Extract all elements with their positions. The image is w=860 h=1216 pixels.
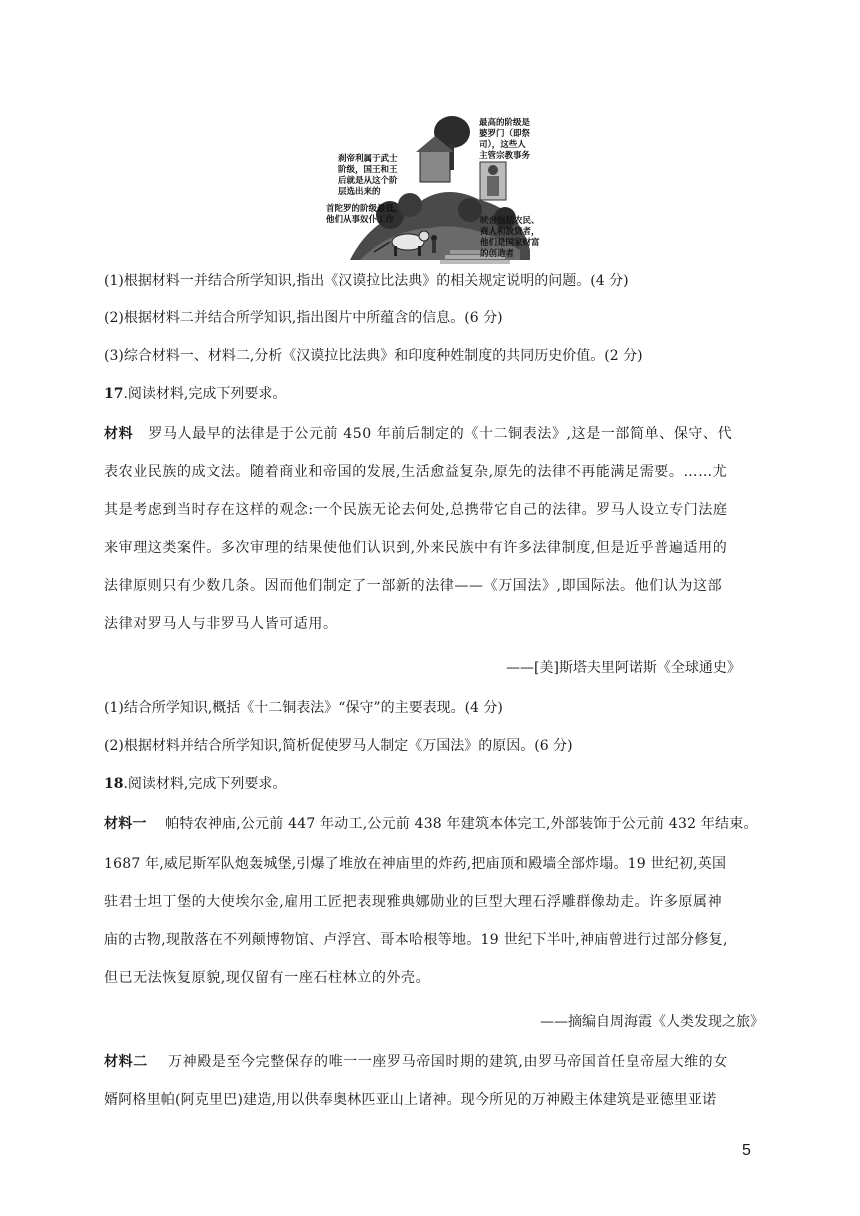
q17-material-line-3: 其是考虑到当时存在这样的观念:一个民族无论去何处,总携带它自己的法律。罗马人设立专门法庭 — [104, 502, 728, 518]
q18-source1: ——摘编自周海霞《人类发现之旅》 — [540, 1014, 764, 1030]
q18-material2-label: 材料二 — [104, 1054, 148, 1070]
q17-material-line-1 — [104, 424, 732, 444]
q16-sub2: (2)根据材料二并结合所学知识,指出图片中所蕴含的信息。(6 分) — [104, 310, 503, 326]
q17-sub2: (2)根据材料并结合所学知识,简析促使罗马人制定《万国法》的原因。(6 分) — [104, 738, 573, 754]
q18-number: 18 — [104, 776, 124, 792]
q17-source: ——[美]斯塔夫里阿诺斯《全球通史》 — [506, 660, 741, 676]
q18-material2-line-1 — [104, 1052, 728, 1072]
q17-material-line-5: 法律原则只有少数几条。因而他们制定了一部新的法律——《万国法》,即国际法。他们认为这部 — [104, 578, 723, 594]
q18-material2-text-1: 万神殿是至今完整保存的唯一一座罗马帝国时期的建筑,由罗马帝国首任皇帝屋大维的女 — [168, 1054, 728, 1070]
q18-material1-text-1: 帕特农神庙,公元前 447 年动工,公元前 438 年建筑本体完工,外部装饰于公元前 432 年结束。 — [165, 816, 758, 832]
q17-material-line-6: 法律对罗马人与非罗马人皆可适用。 — [104, 616, 338, 632]
q16-sub3: (3)综合材料一、材料二,分析《汉谟拉比法典》和印度种姓制度的共同历史价值。(2 分) — [104, 348, 643, 364]
brahmin-label: 最高的阶级是 婆罗门（即祭 司），这些人 主管宗教事务 — [479, 118, 531, 161]
q18-material1-line-4: 庙的古物,现散落在不列颠博物馆、卢浮宫、哥本哈根等地。19 世纪下半叶,神庙曾进行过部分修复, — [104, 932, 728, 948]
q18-stem — [104, 774, 286, 794]
q17-stem-text: .阅读材料,完成下列要求。 — [123, 386, 287, 402]
q17-material-line-4: 来审理这类案件。多次审理的结果使他们认识到,外来民族中有许多法律制度,但是近乎普遍适用的 — [104, 540, 728, 556]
q17-number: 17 — [104, 386, 124, 402]
vaishya-label: 吠舍包括农民、 商人和放贷者， 他们是国家财富 的创造者 — [480, 216, 540, 259]
q16-sub1: (1)根据材料一并结合所学知识,指出《汉谟拉比法典》的相关规定说明的问题。(4 分) — [104, 273, 629, 289]
caste-illustration — [326, 110, 550, 280]
kshatriya-label: 刹帝利属于武士 阶级，国王和王 后就是从这个阶 层选出来的 — [338, 154, 398, 197]
q17-material-text-1: 罗马人最早的法律是于公元前 450 年前后制定的《十二铜表法》,这是一部简单、保守、代 — [148, 426, 733, 442]
q18-material1-line-3: 驻君士坦丁堡的大使埃尔金,雇用工匠把表现雅典娜勋业的巨型大理石浮雕群像劫走。许多原属神 — [104, 894, 723, 910]
q18-material1-label: 材料一 — [104, 816, 147, 832]
q18-material2-line-2: 婿阿格里帕(阿克里巴)建造,用以供奉奥林匹亚山上诸神。现今所见的万神殿主体建筑是亚德里亚诺 — [104, 1092, 717, 1108]
q17-stem — [104, 384, 286, 404]
q18-stem-text: .阅读材料,完成下列要求。 — [123, 776, 287, 792]
q17-material-line-2: 表农业民族的成文法。随着商业和帝国的发展,生活愈益复杂,原先的法律不再能满足需要。……尤 — [104, 464, 728, 480]
shudra-label: 首陀罗的阶级最低， 他们从事奴仆工作 — [326, 204, 403, 225]
q18-material1-line-2: 1687 年,威尼斯军队炮轰城堡,引爆了堆放在神庙里的炸药,把庙顶和殿墙全部炸塌。19 世纪初,英国 — [104, 856, 727, 872]
q17-material-label: 材料 — [104, 426, 134, 442]
q18-material1-line-1 — [104, 814, 758, 834]
q17-sub1: (1)结合所学知识,概括《十二铜表法》“保守”的主要表现。(4 分) — [104, 700, 503, 716]
page-number: 5 — [742, 1142, 751, 1159]
q18-material1-line-5: 但已无法恢复原貌,现仅留有一座石柱林立的外壳。 — [104, 970, 431, 986]
